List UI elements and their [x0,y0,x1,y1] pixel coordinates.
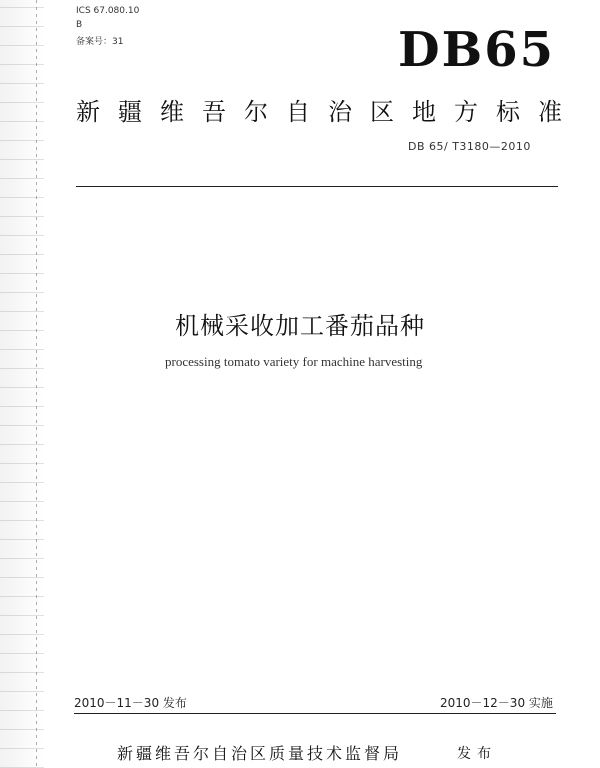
record-number: 备案号：31 [76,37,124,47]
issue-action: 发布 [457,746,497,762]
scan-edge-artifact [0,0,44,768]
implement-date: 2010－12－30 实施 [440,696,553,710]
scan-fold-line [36,0,37,768]
ics-code: ICS 67.080.10 [76,6,140,16]
issuing-authority: 新疆维吾尔自治区质量技术监督局 [117,744,403,763]
document-title: 机械采收加工番茄品种 [175,312,425,340]
db65-logo: DB65 [398,22,555,78]
category-code: B [76,20,83,30]
publish-date: 2010－11－30 发布 [74,696,187,710]
header-divider [76,186,558,187]
document-english-title: processing tomato variety for machine harvesting [165,354,423,369]
footer-divider [74,713,556,714]
standard-number: DB 65/ T3180—2010 [408,140,531,153]
standard-category-title: 新疆维吾尔自治区地方标准 [76,98,580,126]
